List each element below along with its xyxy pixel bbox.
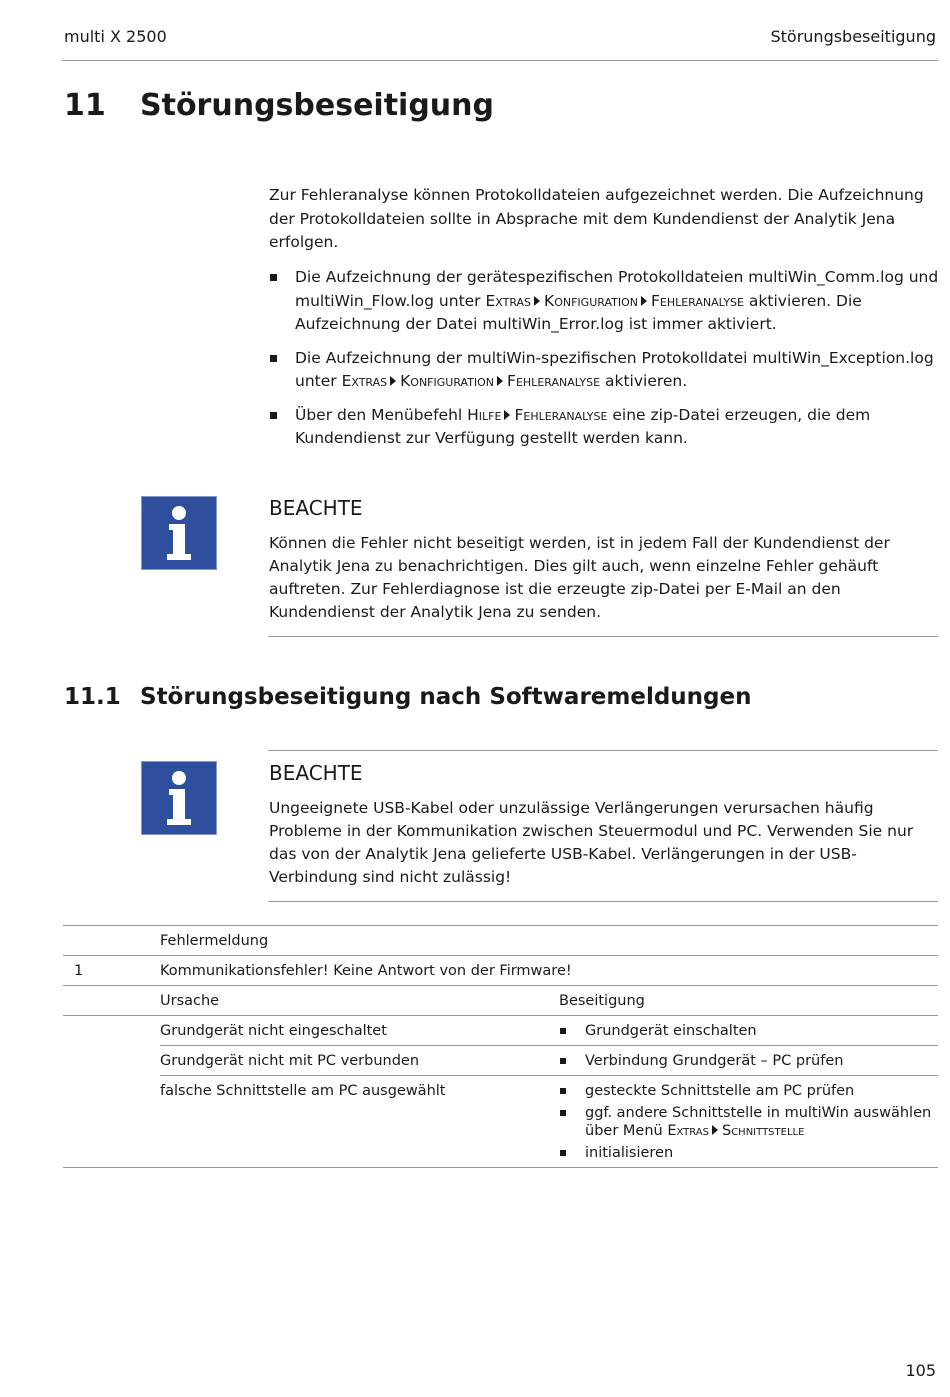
error-message: Kommunikationsfehler! Keine Antwort von der Firmware! [160,956,938,986]
list-item [559,1082,938,1100]
note-title: BEACHTE [269,761,363,785]
list-item [269,266,939,337]
note-text: Ungeeignete USB-Kabel oder unzulässige Verlängerungen verursachen häufig Probleme in der Kommunikation zwischen Steuermodul und PC. Verwenden Sie nur das von der Analytik Jena gelieferte USB-Kabel. Verlängerungen in der USB-Verbindung sind nicht zulässig! [269,799,914,886]
bullet-square-icon [560,1110,566,1116]
menu-arrow-icon [504,410,510,420]
bullet-square-icon [270,355,277,362]
note-title: BEACHTE [269,496,363,520]
note-text: Können die Fehler nicht beseitigt werden, ist in jedem Fall der Kundendienst der Analytik Jena zu benachrichtigen. Dies gilt auch, wenn einzelne Fehler gehäuft auftreten. Zur Fehlerdiagnose ist die erzeugte zip-Datei per E-Mail an den Kundendienst der Analytik Jena zu senden. [269,534,890,621]
menu-path-item: Extras [667,1123,709,1139]
menu-arrow-icon [712,1125,718,1135]
fix-text: ggf. andere Schnittstelle in multiWin auswählen über Menü [585,1105,932,1139]
bullet-text: Die Aufzeichnung der gerätespezifischen Protokolldateien multiWin_Comm.log und multiWin_Flow.log unter [295,268,939,310]
bullet-square-icon [270,274,277,281]
intro-paragraph: Zur Fehleranalyse können Protokolldateien aufgezeichnet werden. Die Aufzeichnung der Protokolldateien sollte in Absprache mit dem Kundendienst der Analytik Jena erfolgen. [269,186,924,251]
bullet-square-icon [560,1088,566,1094]
page-number: 105 [905,1361,936,1380]
menu-path-item: Fehleranalyse [507,372,601,390]
table-row [63,926,938,956]
table-header-label: Fehlermeldung [160,926,938,956]
bullet-square-icon [270,412,277,419]
bullet-square-icon [560,1150,566,1156]
menu-path-item: Schnittstelle [722,1123,805,1139]
note-divider [268,636,938,637]
running-header-chapter: Störungsbeseitigung [770,27,936,46]
table-row [63,1016,938,1046]
list-item [559,1052,938,1070]
section-heading [64,684,752,710]
menu-path-item: Fehleranalyse [514,405,608,424]
column-header-fix: Beseitigung [559,986,938,1016]
list-item [269,404,939,451]
list-item [269,347,939,394]
info-icon [141,496,217,570]
menu-path-item: Konfiguration [544,291,638,310]
menu-path-item: Extras [485,291,532,310]
table-row [63,956,938,986]
bullet-square-icon [560,1028,566,1034]
fix-text: Verbindung Grundgerät – PC prüfen [585,1053,844,1069]
chapter-number: 11 [64,88,106,123]
chapter-title: Störungsbeseitigung [140,88,494,123]
section-number: 11.1 [64,684,121,710]
list-item [559,1144,938,1162]
menu-path-item: Konfiguration [400,372,495,390]
fix-cell [559,1076,938,1168]
bullet-text: Über den Menübefehl [295,405,468,424]
running-header-title: multi X 2500 [64,27,167,46]
list-item [559,1104,938,1140]
list-item [559,1022,938,1040]
table-row [63,986,938,1016]
table-row [63,1076,938,1168]
fix-text: Grundgerät einschalten [585,1023,757,1039]
menu-arrow-icon [641,296,647,306]
info-icon [141,761,217,835]
cause-cell: falsche Schnittstelle am PC ausgewählt [160,1076,559,1168]
table-row [63,1046,938,1076]
note-divider [268,750,938,751]
section-title: Störungsbeseitigung nach Softwaremeldungen [140,684,752,710]
cause-cell: Grundgerät nicht mit PC verbunden [160,1046,559,1076]
error-number: 1 [63,956,160,986]
menu-arrow-icon [534,296,540,306]
bullet-text: Die Aufzeichnung der multiWin-spezifischen Protokolldatei multiWin_Exception.log unter [295,348,934,390]
fix-text: initialisieren [585,1145,674,1161]
header-divider [62,60,938,61]
bullet-square-icon [560,1058,566,1064]
cause-cell: Grundgerät nicht eingeschaltet [160,1016,559,1046]
column-header-cause: Ursache [160,986,559,1016]
menu-path-item: Fehleranalyse [650,291,744,310]
fix-text: gesteckte Schnittstelle am PC prüfen [585,1083,855,1099]
menu-arrow-icon [497,376,503,386]
menu-arrow-icon [390,376,396,386]
note-box [269,762,937,889]
note-box [269,497,937,624]
note-divider [268,901,938,902]
menu-path-item: Extras [341,372,388,390]
bullet-text: aktivieren. [600,372,688,390]
bullet-list [269,266,939,461]
fix-cell [559,1046,938,1076]
fix-cell [559,1016,938,1046]
bullet-text: aktivieren. Die Aufzeichnung der Datei multiWin_Error.log ist immer aktiviert. [295,291,862,333]
chapter-heading [64,88,494,123]
menu-path-item: Hilfe [467,405,502,424]
bullet-text: eine zip-Datei erzeugen, die dem Kundendienst zur Verfügung gestellt werden kann. [295,405,871,447]
error-table [63,925,938,1168]
